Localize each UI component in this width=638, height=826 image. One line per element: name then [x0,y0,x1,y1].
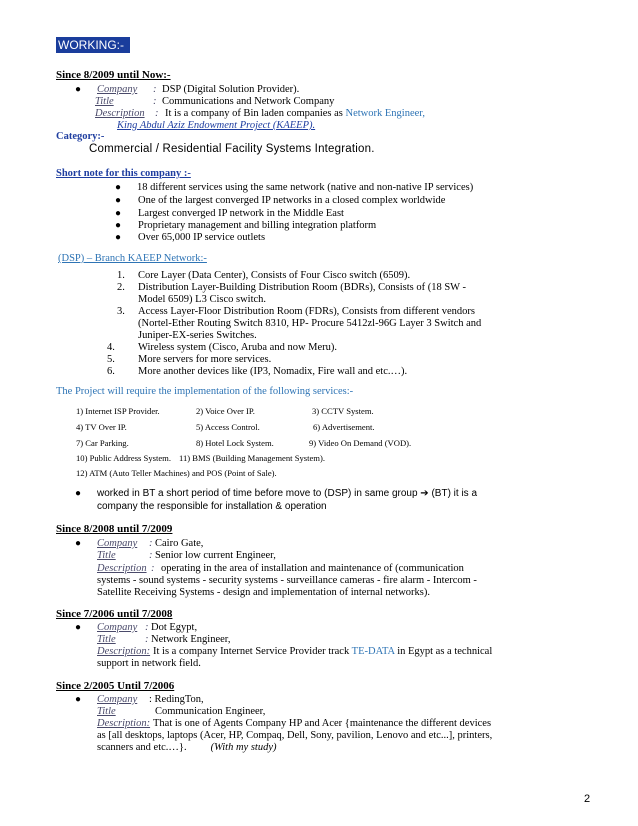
service-item: 3) CCTV System. [312,406,374,416]
note-item: 18 different services using the same network (native and non-native IP services) [137,182,474,193]
description-text: support in network field. [97,658,201,669]
description-text: scanners and etc.…}. (With my study) [97,742,277,753]
company-sep: : [149,538,153,549]
description-sep: : [155,108,159,119]
bullet-icon: ● [115,220,122,231]
description-text: operating in the area of installation and maintenance of (communication [161,563,464,574]
note-item: Proprietary management and billing integration platform [138,220,377,231]
description-label: Description: [97,646,151,657]
bullet-icon: ● [75,694,82,705]
company-label: Company [97,84,138,95]
description-text: Satellite Receiving Systems - design and implementation of internal networks). [97,587,431,598]
service-item: 10) Public Address System. [76,453,172,463]
company-value: Dot Egypt, [151,622,198,633]
bullet-icon: ● [115,195,122,206]
service-item: 9) Video On Demand (VOD). [309,438,412,448]
job-period: Since 8/2008 until 7/2009 [56,523,173,535]
description-text: That is one of Agents Company HP and Acer {maintenance the different devices [153,718,492,729]
description-text: systems - sound systems - security systems - surveillance cameras - fire alarm - Intercom - [97,575,477,586]
note-item: One of the largest converged IP networks in a closed complex worldwide [138,195,446,206]
branch-item-text: More another devices like (IP3, Nomadix, Fire wall and etc.…). [138,366,408,377]
service-item: 1) Internet ISP Provider. [76,406,160,416]
bullet-icon: ● [115,208,122,219]
short-note-label: Short note for this company :- [56,168,191,179]
title-value: Communication Engineer, [155,706,266,717]
title-label: Title [95,96,114,107]
note-item: Largest converged IP network in the Middle East [138,208,344,219]
branch-item-text: Wireless system (Cisco, Aruba and now Meru). [138,342,338,353]
branch-item-num: 1. [117,270,125,281]
branch-item-num: 6. [107,366,115,377]
branch-item-num: 2. [117,282,125,293]
branch-item-text: Model 6509) L3 Cisco switch. [138,294,267,305]
company-label: Company [97,538,138,549]
service-item: 8) Hotel Lock System. [196,438,274,448]
branch-item-text: (Nortel-Ether Routing Switch 8310, HP- Procure 5412zl-96G Layer 3 Switch and [138,318,482,329]
service-item: 7) Car Parking. [76,438,129,448]
title-value: Senior low current Engineer, [155,550,276,561]
bullet-icon: ● [75,488,82,499]
company-sep: : [153,84,157,95]
service-item: 11) BMS (Building Management System). [179,453,326,463]
project-name: King Abdul Aziz Endowment Project (KAEEP). [117,120,316,131]
branch-item-text: Core Layer (Data Center), Consists of Four Cisco switch (6509). [138,270,411,281]
category-label: Category:- [56,131,105,142]
branch-label: (DSP) – Branch KAEEP Network:- [58,253,207,264]
arrow-right-icon: ➔ [420,488,429,499]
branch-item-text: Juniper-EX-series Switches. [138,330,257,341]
page-number: 2 [584,793,591,805]
description-label: Description [97,563,147,574]
bullet-icon: ● [115,232,122,243]
service-item: 5) Access Control. [196,422,260,432]
title-value: Network Engineer, [151,634,231,645]
branch-item-num: 3. [117,306,125,317]
bullet-icon: ● [75,538,82,549]
description-sep: : [151,563,155,574]
title-sep: : [145,634,149,645]
company-label: Company [97,622,138,633]
company-sep: : [145,622,149,633]
branch-item-text: Access Layer-Floor Distribution Room (FDRs), Consists from different vendors [138,306,476,317]
title-sep: : [153,96,157,107]
title-label: Title [97,706,116,717]
company-value: : RedingTon, [149,694,204,705]
branch-item-text: Distribution Layer-Building Distribution Room (BDRs), Consists of (18 SW - [138,282,467,293]
description-label: Description [95,108,145,119]
branch-item-text: More servers for more services. [138,354,272,365]
bt-note-line1: worked in BT a short period of time before move to (DSP) in same group ➔ (BT) it is a [97,488,478,499]
company-value: Cairo Gate, [155,538,204,549]
note-item: Over 65,000 IP service outlets [138,232,266,243]
title-label: Title [97,634,116,645]
bullet-icon: ● [75,84,82,95]
job-period: Since 7/2006 until 7/2008 [56,608,173,620]
study-note: (With my study) [210,742,277,753]
bullet-icon: ● [115,182,122,193]
bullet-icon: ● [75,622,82,633]
description-label: Description: [97,718,151,729]
branch-item-num: 5. [107,354,115,365]
title-value: Communications and Network Company [162,96,335,107]
service-item: 2) Voice Over IP. [196,406,255,416]
company-value: DSP (Digital Solution Provider). [162,84,300,95]
job-period: Since 8/2009 until Now:- [56,69,171,81]
title-label: Title [97,550,116,561]
company-label: Company [97,694,138,705]
section-heading-working: WORKING:- [56,37,130,53]
description-text: It is a company Internet Service Provider track TE-DATA in Egypt as a technical [153,646,493,657]
title-sep: : [149,550,153,561]
service-item: 6) Advertisement. [313,422,375,432]
branch-item-num: 4. [107,342,115,353]
description-text: It is a company of Bin laden companies as Network Engineer, [165,108,425,119]
bt-note-line2: company the responsible for installation & operation [97,501,327,512]
service-item: 12) ATM (Auto Teller Machines) and POS (Point of Sale). [76,468,277,478]
service-item: 4) TV Over IP. [76,422,127,432]
job-period: Since 2/2005 Until 7/2006 [56,680,175,692]
project-services-label: The Project will require the implementation of the following services:- [56,386,354,397]
description-text: as [all desktops, laptops (Acer, HP, Compaq, Dell, Sony, pavilion, Lenovo and etc...], printers, [97,730,493,741]
category-value: Commercial / Residential Facility Systems Integration. [89,143,375,155]
